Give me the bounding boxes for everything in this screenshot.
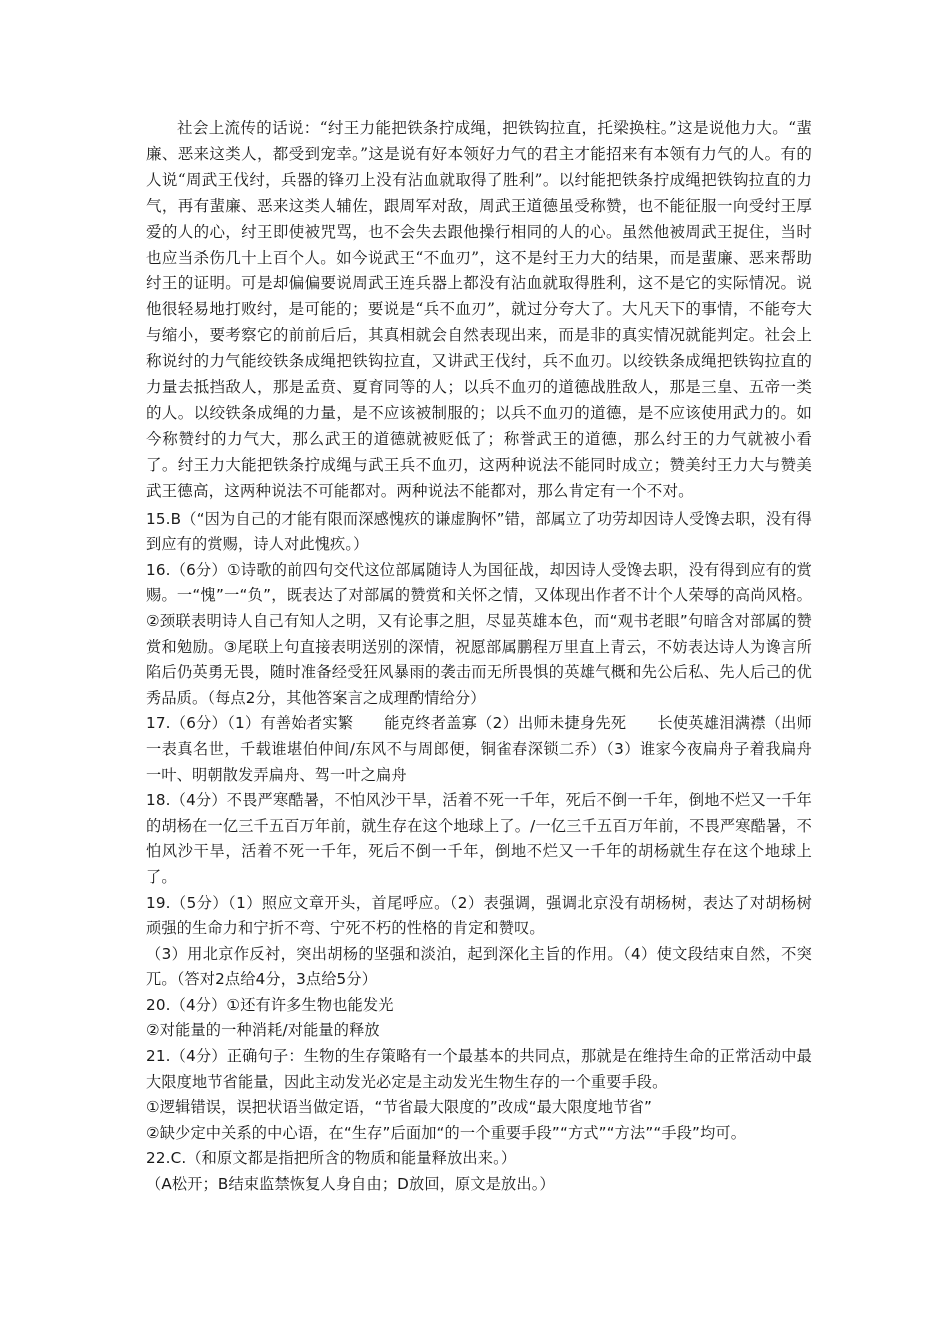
answer-20-a: 20.（4分）①还有许多生物也能发光 (146, 995, 394, 1014)
answer-21-note-1: ①逻辑错误，误把状语当做定语，“节省最大限度的”改成“最大限度地节省” (146, 1098, 652, 1117)
answer-17: 17.（6分）（1）有善始者实繁 能克终者盖寡（2）出师未捷身先死 长使英雄泪满襟（出师一表真名世，千载谁堪伯仲间/东风不与周郎便，铜雀春深锁二乔）（3）谁家今夜扁舟子着我扁舟一叶、明朝散发弄扁舟、驾一叶之扁舟 (146, 714, 812, 784)
answer-16: 16.（6分）①诗歌的前四句交代这位部属随诗人为国征战，却因诗人受馋去职，没有得到应有的赏赐。一“愧”一“负”，既表达了对部属的赞赏和关怀之情，又体现出作者不计个人荣辱的高尚风格。②颈联表明诗人自己有知人之明，又有论事之胆，尽显英雄本色，而“观书老眼”句暗含对部属的赞赏和勉励。③尾联上句直接表明送别的深情，祝愿部属鹏程万里直上青云，不妨表达诗人为谗言所陷后仍英勇无畏，随时准备经受狂风暴雨的袭击而无所畏惧的英雄气概和先公后私、先人后己的优秀品质。（每点2分，其他答案言之成理酌情给分） (146, 560, 812, 707)
document-page (146, 116, 812, 1198)
answer-22: 22.C.（和原文都是指把所含的物质和能量释放出来。） (146, 1149, 517, 1168)
answer-22-note: （A松开；B结束监禁恢复人身自由；D放回，原文是放出。） (146, 1175, 555, 1194)
answer-21: 21.（4分）正确句子：生物的生存策略有一个最基本的共同点，那就是在维持生命的正常活动中最大限度地节省能量，因此主动发光必定是主动发光生物生存的一个重要手段。 (146, 1047, 812, 1091)
answer-18: 18.（4分）不畏严寒酷暑，不怕风沙干旱，活着不死一千年，死后不倒一千年，倒地不烂又一千年的胡杨在一亿三千五百万年前，就生存在这个地球上了。/一亿三千五百万年前，不畏严寒酷暑，不怕风沙干旱，活着不死一千年，死后不倒一千年，倒地不烂又一千年的胡杨就生存在这个地球上了。 (146, 791, 812, 886)
answer-19-cont: （3）用北京作反衬，突出胡杨的坚强和淡泊，起到深化主旨的作用。（4）使文段结束自然，不突兀。（答对2点给4分，3点给5分） (146, 944, 812, 989)
answer-19: 19.（5分）（1）照应文章开头，首尾呼应。（2）表强调，强调北京没有胡杨树，表达了对胡杨树顽强的生命力和宁折不弯、宁死不朽的性格的肯定和赞叹。 (146, 893, 812, 938)
answer-20-b: ②对能量的一种消耗/对能量的释放 (146, 1021, 380, 1040)
answer-21-note-2: ②缺少定中关系的中心语，在“生存”后面加“的一个重要手段”“方式”“方法”“手段”均可。 (146, 1123, 747, 1142)
translation-passage: 社会上流传的话说：“纣王力能把铁条拧成绳，把铁钩拉直，托梁换柱。”这是说他力大。“蜚廉、恶来这类人，都受到宠幸。”这是说有好本领好力气的君主才能招来有本领有力气的人。有的人说“周武王伐纣，兵器的锋刃上没有沾血就取得了胜利”。以纣能把铁条拧成绳把铁钩拉直的力气，再有蜚廉、恶来这类人辅佐，跟周军对敌，周武王道德虽受称赞，也不能征服一向受纣王厚爱的人的心，纣王即使被咒骂，也不会失去跟他操行相同的人的心。虽然他被周武王捉住，当时也应当杀伤几十上百个人。如今说武王“不血刃”，这不是纣王力大的结果，而是蜚廉、恶来帮助纣王的证明。可是却偏偏要说周武王连兵器上都没有沾血就取得胜利，这不是它的实际情况。说他很轻易地打败纣，是可能的；要说是“兵不血刃”，就过分夸大了。大凡天下的事情，不能夸大与缩小，要考察它的前前后后，其真相就会自然表现出来，而是非的真实情况就能判定。社会上称说纣的力气能绞铁条成绳把铁钩拉直，又讲武王伐纣，兵不血刃。以绞铁条成绳把铁钩拉直的力量去抵挡敌人，那是孟贲、夏育同等的人；以兵不血刃的道德战胜敌人，那是三皇、五帝一类的人。以绞铁条成绳的力量，是不应该被制服的；以兵不血刃的道德，是不应该使用武力的。如今称赞纣的力气大，那么武王的道德就被贬低了；称誉武王的道德，那么纣王的力气就被小看了。纣王力大能把铁条拧成绳与武王兵不血刃，这两种说法不能同时成立；赞美纣王力大与赞美武王德高，这两种说法不可能都对。两种说法不能都对，那么肯定有一个不对。 (146, 119, 812, 500)
answer-15: 15.B（“因为自己的才能有限而深感愧疚的谦虚胸怀”错，部属立了功劳却因诗人受馋去职，没有得到应有的赏赐，诗人对此愧疚。） (146, 509, 812, 554)
